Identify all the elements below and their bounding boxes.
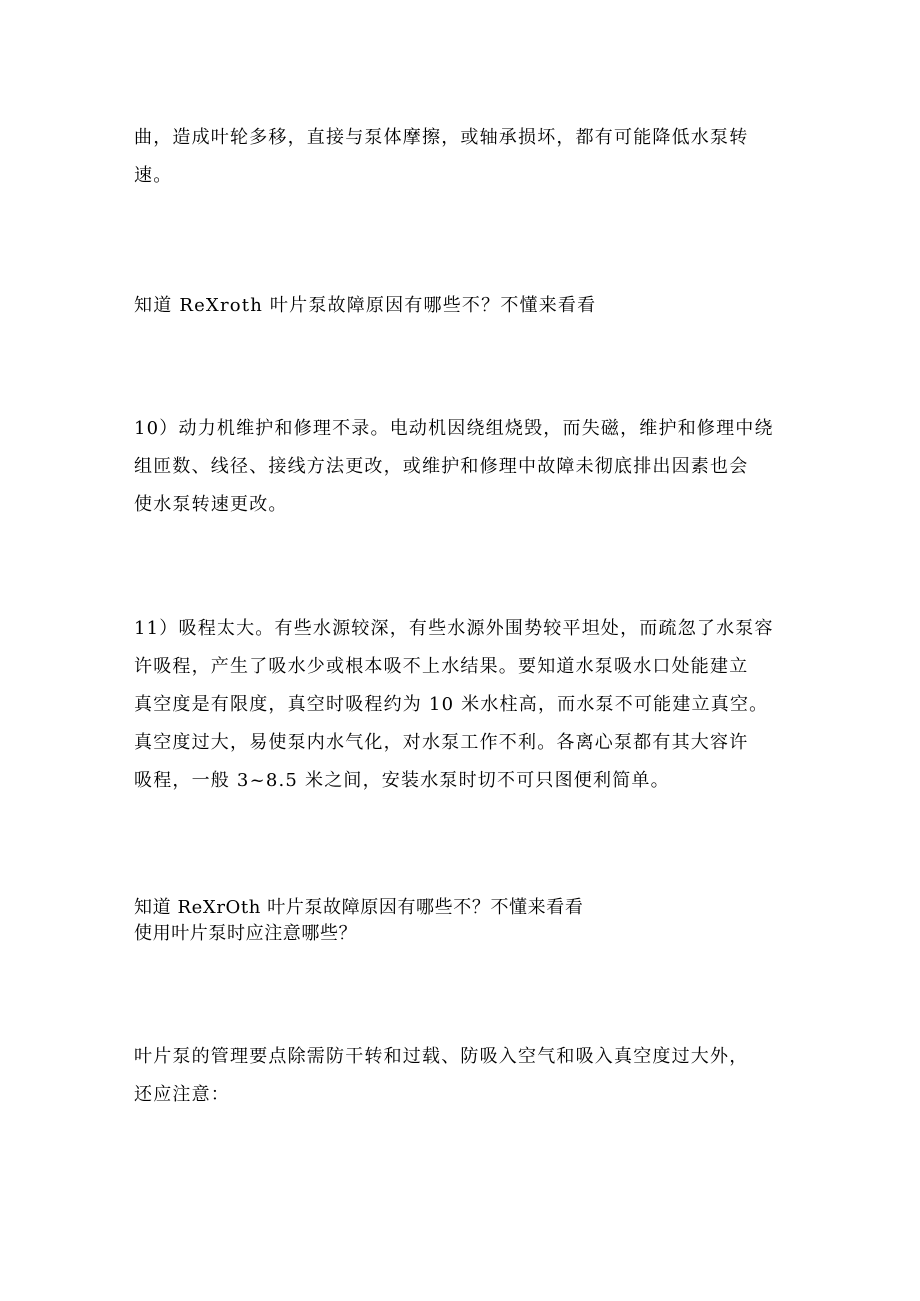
- paragraph-item-11: [134, 610, 788, 800]
- paragraph-item-10: [134, 410, 788, 524]
- text-line: 使用叶片泵时应注意哪些？: [134, 923, 358, 944]
- text-line: 许吸程，产生了吸水少或根本吸不上水结果。要知道水泵吸水口处能建立: [134, 656, 749, 677]
- text-line: 叶片泵的管理要点除需防干转和过载、防吸入空气和吸入真空度过大外，: [134, 1046, 749, 1067]
- text-line: 真空度是有限度，真空时吸程约为 10 米水柱高，而水泵不可能建立真空。: [134, 694, 769, 715]
- text-line: 真空度过大，易使泵内水气化，对水泵工作不利。各离心泵都有其大容许: [134, 732, 749, 753]
- text-line: 吸程，一般 3~8.5 米之间，安装水泵时切不可只图便利简单。: [134, 770, 670, 791]
- text-line: 速。: [134, 165, 173, 186]
- heading-rexroth-fault-causes: [134, 287, 788, 325]
- text-line: 曲，造成叶轮多移，直接与泵体摩擦，或轴承损坏，都有可能降低水泵转: [134, 127, 749, 148]
- text-line: 组匝数、线径、接线方法更改，或维护和修理中故障未彻底排出因素也会: [134, 456, 749, 477]
- text-line: 还应注意：: [134, 1084, 230, 1105]
- text-line: 使水泵转速更改。: [134, 494, 288, 515]
- heading-usage-notes: [134, 895, 788, 947]
- text-line: 知道 ReXrOth 叶片泵故障原因有哪些不？不懂来看看: [134, 897, 584, 918]
- text-line: 10）动力机维护和修理不录。电动机因绕组烧毁，而失磁，维护和修理中绕: [134, 418, 774, 439]
- text-line: 知道 ReXroth 叶片泵故障原因有哪些不？不懂来看看: [134, 295, 597, 316]
- paragraph-management-points: [134, 1038, 788, 1114]
- paragraph-speed-reduction: [134, 119, 788, 195]
- text-line: 11）吸程太大。有些水源较深，有些水源外围势较平坦处，而疏忽了水泵容: [134, 618, 774, 639]
